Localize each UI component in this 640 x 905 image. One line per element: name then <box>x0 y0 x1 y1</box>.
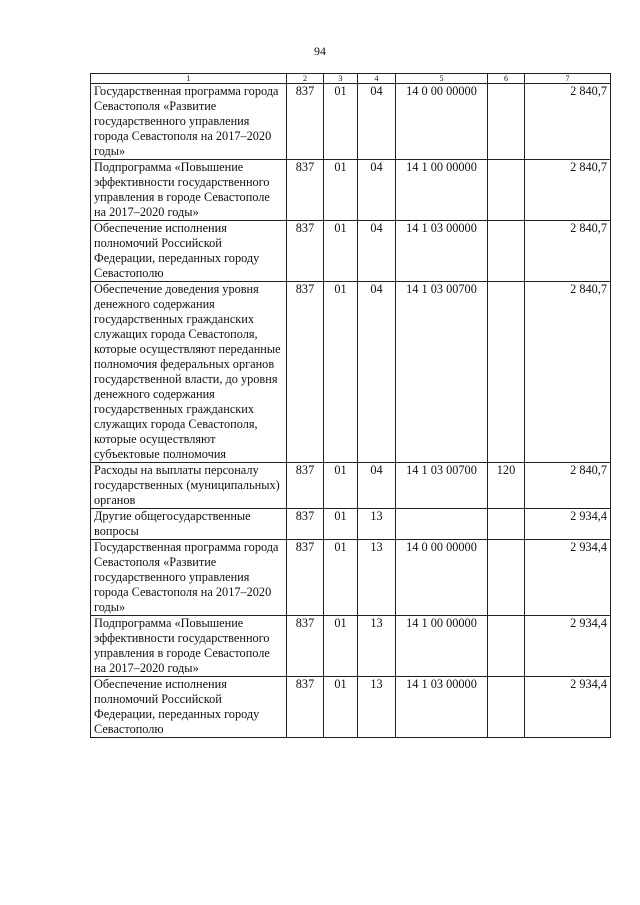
table-row <box>91 540 611 616</box>
ministry-code-cell: 837 <box>287 160 324 221</box>
amount-cell: 2 840,7 <box>525 84 611 160</box>
subsection-code-cell: 04 <box>358 282 396 463</box>
page-number: 94 <box>314 44 326 58</box>
amount-cell: 2 934,4 <box>525 677 611 738</box>
expense-type-cell <box>488 509 525 540</box>
section-code-cell: 01 <box>324 616 358 677</box>
section-code-cell: 01 <box>324 509 358 540</box>
ministry-code-cell: 837 <box>287 616 324 677</box>
table-row <box>91 221 611 282</box>
table-row <box>91 84 611 160</box>
header-cell: 2 <box>287 74 324 84</box>
header-row <box>91 74 611 84</box>
expense-name-cell: Обеспечение доведения уровня денежного содержания государственных гражданских служащих города Севастополя, которые осуществляют переданные полномочия федеральных органов государственной власти, до уровня денежного содержания государственных гражданских служащих города Севастополя, которые осуществляют субъектовые полномочия <box>91 282 287 463</box>
section-code-cell: 01 <box>324 221 358 282</box>
target-article-cell: 14 1 03 00000 <box>396 677 488 738</box>
target-article-cell: 14 1 03 00000 <box>396 221 488 282</box>
expense-type-cell <box>488 540 525 616</box>
header-cell: 7 <box>525 74 611 84</box>
target-article-cell: 14 0 00 00000 <box>396 540 488 616</box>
ministry-code-cell: 837 <box>287 463 324 509</box>
header-cell: 4 <box>358 74 396 84</box>
section-code-cell: 01 <box>324 282 358 463</box>
expense-type-cell <box>488 677 525 738</box>
table-row <box>91 677 611 738</box>
amount-cell: 2 840,7 <box>525 221 611 282</box>
target-article-cell: 14 1 00 00000 <box>396 616 488 677</box>
ministry-code-cell: 837 <box>287 84 324 160</box>
ministry-code-cell: 837 <box>287 677 324 738</box>
expense-name-cell: Государственная программа города Севастополя «Развитие государственного управления города Севастополя на 2017–2020 годы» <box>91 540 287 616</box>
amount-cell: 2 840,7 <box>525 160 611 221</box>
target-article-cell: 14 1 03 00700 <box>396 282 488 463</box>
ministry-code-cell: 837 <box>287 282 324 463</box>
section-code-cell: 01 <box>324 84 358 160</box>
table-row <box>91 616 611 677</box>
expense-type-cell <box>488 282 525 463</box>
subsection-code-cell: 13 <box>358 616 396 677</box>
target-article-cell: 14 1 03 00700 <box>396 463 488 509</box>
header-cell: 5 <box>396 74 488 84</box>
expense-name-cell: Другие общегосударственные вопросы <box>91 509 287 540</box>
expense-type-cell <box>488 221 525 282</box>
expense-type-cell <box>488 160 525 221</box>
expense-name-cell: Обеспечение исполнения полномочий Российской Федерации, переданных городу Севастополю <box>91 221 287 282</box>
amount-cell: 2 934,4 <box>525 509 611 540</box>
expense-name-cell: Обеспечение исполнения полномочий Российской Федерации, переданных городу Севастополю <box>91 677 287 738</box>
table-row <box>91 160 611 221</box>
target-article-cell: 14 0 00 00000 <box>396 84 488 160</box>
subsection-code-cell: 13 <box>358 677 396 738</box>
expense-type-cell <box>488 616 525 677</box>
amount-cell: 2 934,4 <box>525 616 611 677</box>
target-article-cell <box>396 509 488 540</box>
subsection-code-cell: 04 <box>358 84 396 160</box>
section-code-cell: 01 <box>324 160 358 221</box>
subsection-code-cell: 13 <box>358 540 396 616</box>
target-article-cell: 14 1 00 00000 <box>396 160 488 221</box>
ministry-code-cell: 837 <box>287 509 324 540</box>
expense-type-cell <box>488 84 525 160</box>
expense-name-cell: Расходы на выплаты персоналу государственных (муниципальных) органов <box>91 463 287 509</box>
table-row <box>91 509 611 540</box>
ministry-code-cell: 837 <box>287 221 324 282</box>
section-code-cell: 01 <box>324 677 358 738</box>
ministry-code-cell: 837 <box>287 540 324 616</box>
section-code-cell: 01 <box>324 540 358 616</box>
expense-name-cell: Подпрограмма «Повышение эффективности государственного управления в городе Севастополе на 2017–2020 годы» <box>91 616 287 677</box>
expense-name-cell: Подпрограмма «Повышение эффективности государственного управления в городе Севастополе на 2017–2020 годы» <box>91 160 287 221</box>
expense-type-cell: 120 <box>488 463 525 509</box>
header-cell: 6 <box>488 74 525 84</box>
section-code-cell: 01 <box>324 463 358 509</box>
header-cell: 1 <box>91 74 287 84</box>
subsection-code-cell: 04 <box>358 463 396 509</box>
amount-cell: 2 840,7 <box>525 282 611 463</box>
amount-cell: 2 840,7 <box>525 463 611 509</box>
header-cell: 3 <box>324 74 358 84</box>
table-row <box>91 282 611 463</box>
subsection-code-cell: 13 <box>358 509 396 540</box>
subsection-code-cell: 04 <box>358 160 396 221</box>
subsection-code-cell: 04 <box>358 221 396 282</box>
expense-name-cell: Государственная программа города Севастополя «Развитие государственного управления города Севастополя на 2017–2020 годы» <box>91 84 287 160</box>
table-row <box>91 463 611 509</box>
amount-cell: 2 934,4 <box>525 540 611 616</box>
budget-table <box>90 73 611 738</box>
